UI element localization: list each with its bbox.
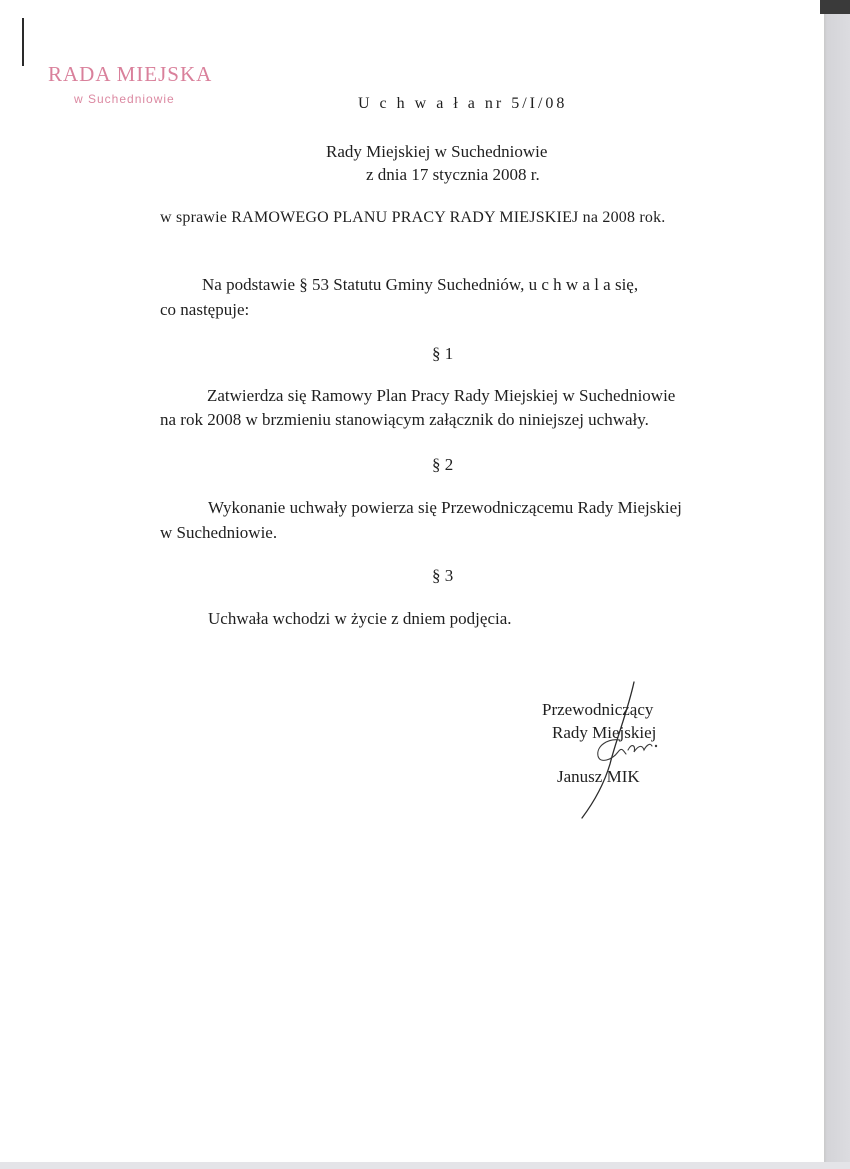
resolution-date: z dnia 17 stycznia 2008 r.	[366, 165, 540, 184]
scan-edge-top	[820, 0, 850, 14]
section-3-text-line-1: Uchwała wchodzi w życie z dniem podjęcia.	[208, 609, 512, 628]
section-1-heading: § 1	[432, 344, 454, 363]
signatory-role: Przewodniczący	[542, 700, 654, 719]
handwritten-signature	[572, 680, 682, 820]
signatory-body: Rady Miejskiej	[552, 723, 657, 742]
resolution-subject: w sprawie RAMOWEGO PLANU PRACY RADY MIEJSKIEJ na 2008 rok.	[160, 209, 666, 226]
scan-edge-right	[824, 0, 850, 1169]
resolution-title: U c h w a ł a nr 5/I/08	[358, 95, 568, 112]
signatory-name: Janusz MIK	[557, 767, 640, 786]
scan-edge-bottom	[0, 1162, 850, 1169]
section-2-heading: § 2	[432, 455, 454, 474]
margin-mark	[22, 18, 24, 66]
legal-basis-line-2: co następuje:	[160, 300, 250, 319]
council-name: Rady Miejskiej w Suchedniowie	[326, 142, 548, 161]
section-1-text-line-2: na rok 2008 w brzmieniu stanowiącym załącznik do niniejszej uchwały.	[160, 410, 649, 429]
stamp-subtitle: w Suchedniowie	[74, 92, 175, 106]
legal-basis-line-1: Na podstawie § 53 Statutu Gminy Suchedniów, u c h w a l a się,	[202, 275, 639, 294]
section-2-text-line-2: w Suchedniowie.	[160, 523, 278, 542]
section-3-heading: § 3	[432, 566, 454, 585]
section-1-text-line-1: Zatwierdza się Ramowy Plan Pracy Rady Miejskiej w Suchedniowie	[207, 386, 676, 405]
section-2-text-line-1: Wykonanie uchwały powierza się Przewodniczącemu Rady Miejskiej	[208, 498, 682, 517]
stamp-title: RADA MIEJSKA	[48, 62, 213, 86]
